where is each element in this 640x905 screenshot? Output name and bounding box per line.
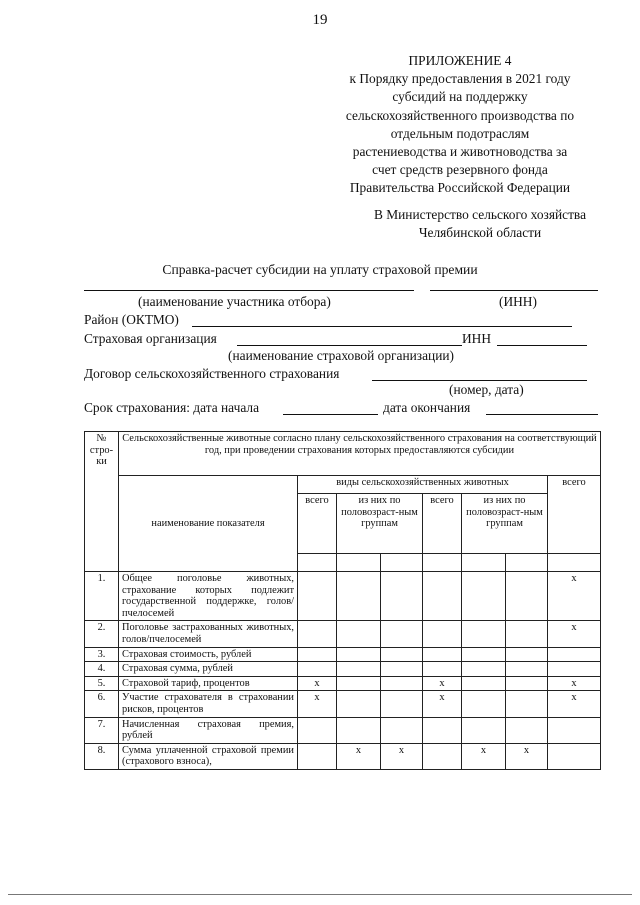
table-cell	[298, 554, 337, 572]
table-cell	[548, 647, 601, 662]
appendix-line: субсидий на поддержку	[392, 89, 528, 105]
row-number: 3.	[85, 647, 119, 662]
table-cell	[337, 554, 381, 572]
recipient-block	[340, 206, 620, 242]
insurer-inn-label: ИНН	[462, 331, 492, 346]
table-cell	[506, 662, 548, 677]
table-cell	[506, 647, 548, 662]
district-field-line	[192, 326, 572, 327]
table-cell: x	[548, 691, 601, 717]
table-cell	[381, 691, 423, 717]
row-indicator: Сумма уплаченной страховой премии (страхового взноса),	[119, 743, 298, 769]
table-cell	[506, 621, 548, 647]
table-cell	[548, 717, 601, 743]
table-cell	[462, 572, 506, 621]
table-cell	[381, 676, 423, 691]
table-cell	[298, 743, 337, 769]
table-cell: x	[423, 676, 462, 691]
table-cell	[506, 554, 548, 572]
table-row	[85, 647, 601, 662]
table-cell	[423, 572, 462, 621]
appendix-line: отдельным подотраслям	[390, 125, 530, 141]
table-cell: x	[548, 621, 601, 647]
table-cell	[337, 647, 381, 662]
table-cell	[337, 717, 381, 743]
grand-total-header: всего	[548, 476, 601, 554]
age-groups-header: из них по половозраст-ным группам	[462, 494, 548, 554]
table-cell	[548, 662, 601, 677]
table-cell	[506, 717, 548, 743]
table-cell	[381, 662, 423, 677]
term-end-line	[486, 414, 598, 415]
page-bottom-edge	[8, 894, 632, 895]
document-title: Справка-расчет субсидии на уплату страховой премии	[162, 262, 478, 277]
table-cell	[298, 647, 337, 662]
row-number: 1.	[85, 572, 119, 621]
table-cell	[462, 621, 506, 647]
row-number: 4.	[85, 662, 119, 677]
appendix-line: растениеводства и животноводства за	[352, 144, 568, 160]
participant-name-line	[84, 290, 414, 291]
table-cell	[337, 621, 381, 647]
participant-inn-line	[430, 290, 598, 291]
row-indicator: Поголовье застрахованных животных, голов/пчелосемей	[119, 621, 298, 647]
appendix-line: к Порядку предоставления в 2021 году	[349, 71, 571, 87]
table-cell: x	[548, 676, 601, 691]
insurer-inn-line	[497, 345, 587, 346]
table-cell	[462, 647, 506, 662]
table-cell: x	[506, 743, 548, 769]
age-groups-header: из них по половозраст-ным группам	[337, 494, 423, 554]
table-cell	[381, 717, 423, 743]
term-end-label: дата окончания	[383, 400, 471, 415]
table-cell	[462, 662, 506, 677]
table-cell	[298, 621, 337, 647]
table-cell	[423, 554, 462, 572]
appendix-line: сельскохозяйственного производства по	[345, 107, 575, 123]
table-cell	[337, 662, 381, 677]
insurer-label: Страховая организация	[84, 331, 217, 346]
appendix-line: счет средств резервного фонда	[372, 162, 548, 178]
total-header: всего	[423, 494, 462, 554]
table-cell	[298, 717, 337, 743]
table-row	[85, 662, 601, 677]
table-cell	[381, 554, 423, 572]
table-cell	[506, 572, 548, 621]
term-start-line	[283, 414, 378, 415]
table-cell: x	[423, 691, 462, 717]
total-header: всего	[298, 494, 337, 554]
table-cell	[506, 676, 548, 691]
table-cell	[337, 691, 381, 717]
col-row-number-header: № стро-ки	[85, 432, 119, 572]
table-cell	[337, 676, 381, 691]
contract-label: Договор сельскохозяйственного страхования	[84, 366, 340, 381]
table-row	[85, 621, 601, 647]
row-indicator: Страховая сумма, рублей	[119, 662, 298, 677]
table-cell	[462, 691, 506, 717]
contract-field-line	[372, 380, 587, 381]
insurer-name-line	[237, 345, 462, 346]
table-cell	[337, 572, 381, 621]
table-cell	[381, 572, 423, 621]
subsidy-table	[84, 431, 601, 770]
table-cell: x	[337, 743, 381, 769]
table-cell: x	[298, 676, 337, 691]
row-number: 8.	[85, 743, 119, 769]
table-row	[85, 676, 601, 691]
participant-caption: (наименование участника отбора)	[138, 294, 331, 309]
table-row	[85, 691, 601, 717]
appendix-line: Правительства Российской Федерации	[349, 180, 571, 196]
table-cell: x	[462, 743, 506, 769]
appendix-block	[300, 52, 620, 198]
page-number: 19	[312, 12, 328, 28]
recipient-line: В Министерство сельского хозяйства	[373, 207, 587, 222]
row-number: 2.	[85, 621, 119, 647]
term-start-label: Срок страхования: дата начала	[84, 400, 260, 415]
table-cell	[423, 743, 462, 769]
table-cell: x	[298, 691, 337, 717]
table-cell	[423, 717, 462, 743]
table-cell	[548, 743, 601, 769]
table-cell	[381, 621, 423, 647]
row-indicator: Страховой тариф, процентов	[119, 676, 298, 691]
row-indicator: Страховая стоимость, рублей	[119, 647, 298, 662]
table-row	[85, 572, 601, 621]
table-cell	[423, 621, 462, 647]
table-cell	[462, 717, 506, 743]
row-indicator: Общее поголовье животных, страхование которых подлежит государственной поддержке, голов/пчелосемей	[119, 572, 298, 621]
table-cell	[423, 662, 462, 677]
table-cell	[298, 572, 337, 621]
table-cell	[548, 554, 601, 572]
table-cell	[423, 647, 462, 662]
district-label: Район (ОКТМО)	[84, 312, 179, 327]
appendix-title: ПРИЛОЖЕНИЕ 4	[408, 53, 512, 68]
row-number: 6.	[85, 691, 119, 717]
inn-caption: (ИНН)	[499, 294, 537, 309]
recipient-line: Челябинской области	[418, 225, 542, 240]
animal-kinds-header: виды сельскохозяйственных животных	[298, 476, 548, 494]
table-cell	[462, 554, 506, 572]
contract-caption: (номер, дата)	[449, 382, 524, 397]
row-indicator: Начисленная страховая премия, рублей	[119, 717, 298, 743]
table-cell	[462, 676, 506, 691]
table-main-header: Сельскохозяйственные животные согласно плану сельскохозяйственного страхования на соответствующий год, при проведении страхования которых предоставляются субсидии	[119, 432, 601, 476]
table-row	[85, 743, 601, 769]
table-cell: x	[548, 572, 601, 621]
table-cell	[381, 647, 423, 662]
table-cell	[506, 691, 548, 717]
table-cell: x	[381, 743, 423, 769]
insurer-caption: (наименование страховой организации)	[228, 348, 454, 363]
row-number: 5.	[85, 676, 119, 691]
row-number: 7.	[85, 717, 119, 743]
table-row	[85, 717, 601, 743]
col-indicator-header: наименование показателя	[119, 476, 298, 572]
table-cell	[298, 662, 337, 677]
row-indicator: Участие страхователя в страховании рисков, процентов	[119, 691, 298, 717]
